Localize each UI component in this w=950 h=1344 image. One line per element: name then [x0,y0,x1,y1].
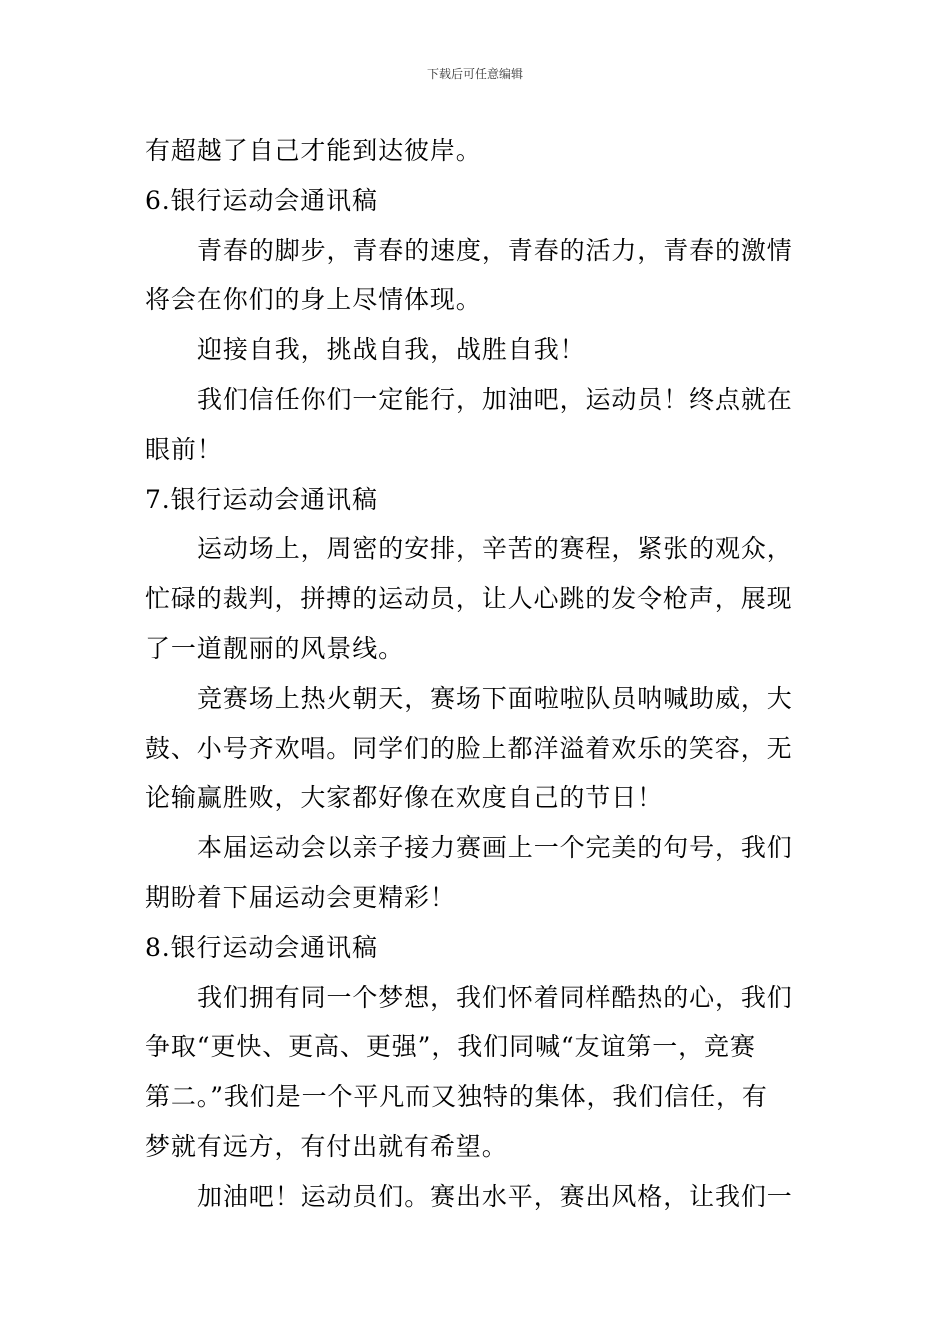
text-line: 青春的脚步，青春的速度，青春的活力，青春的激情 [197,235,793,265]
text-line: 本届运动会以亲子接力赛画上一个完美的句号，我们 [197,833,793,863]
text-line: 迎接自我，挑战自我，战胜自我！ [197,335,586,365]
page-header: 下载后可任意编辑 [426,67,523,81]
section-heading: 7.银行运动会通讯稿 [145,484,378,514]
section-heading: 8.银行运动会通讯稿 [145,932,378,962]
text-line: 忙碌的裁判，拼搏的运动员，让人心跳的发令枪声，展现 [145,584,793,614]
text-line: 竞赛场上热火朝天，赛场下面啦啦队员呐喊助威，大 [197,683,793,713]
text-line: 我们拥有同一个梦想，我们怀着同样酷热的心，我们 [197,982,793,1012]
text-line: 加油吧！运动员们。赛出水平，赛出风格，让我们一 [197,1181,793,1211]
text-line: 有超越了自己才能到达彼岸。 [145,136,482,165]
document-body [145,126,810,1222]
text-line: 鼓、小号齐欢唱。同学们的脸上都洋溢着欢乐的笑容，无 [145,733,793,763]
text-line: 我们信任你们一定能行，加油吧，运动员！终点就在 [197,384,793,414]
text-line: 论输赢胜败，大家都好像在欢度自己的节日！ [145,783,664,813]
text-line: 了一道靓丽的风景线。 [145,633,405,663]
text-line: 运动场上，周密的安排，辛苦的赛程，紧张的观众， [197,534,793,564]
text-line: 第二。”我们是一个平凡而又独特的集体，我们信任，有 [145,1082,768,1112]
text-line: 期盼着下届运动会更精彩！ [145,882,456,912]
text-line: 争取“更快、更高、更强”，我们同喊“友谊第一，竞赛 [145,1032,756,1062]
text-line: 将会在你们的身上尽情体现。 [145,285,482,315]
section-heading: 6.银行运动会通讯稿 [145,185,378,215]
text-line: 梦就有远方，有付出就有希望。 [145,1131,508,1161]
text-line: 眼前！ [145,434,223,464]
